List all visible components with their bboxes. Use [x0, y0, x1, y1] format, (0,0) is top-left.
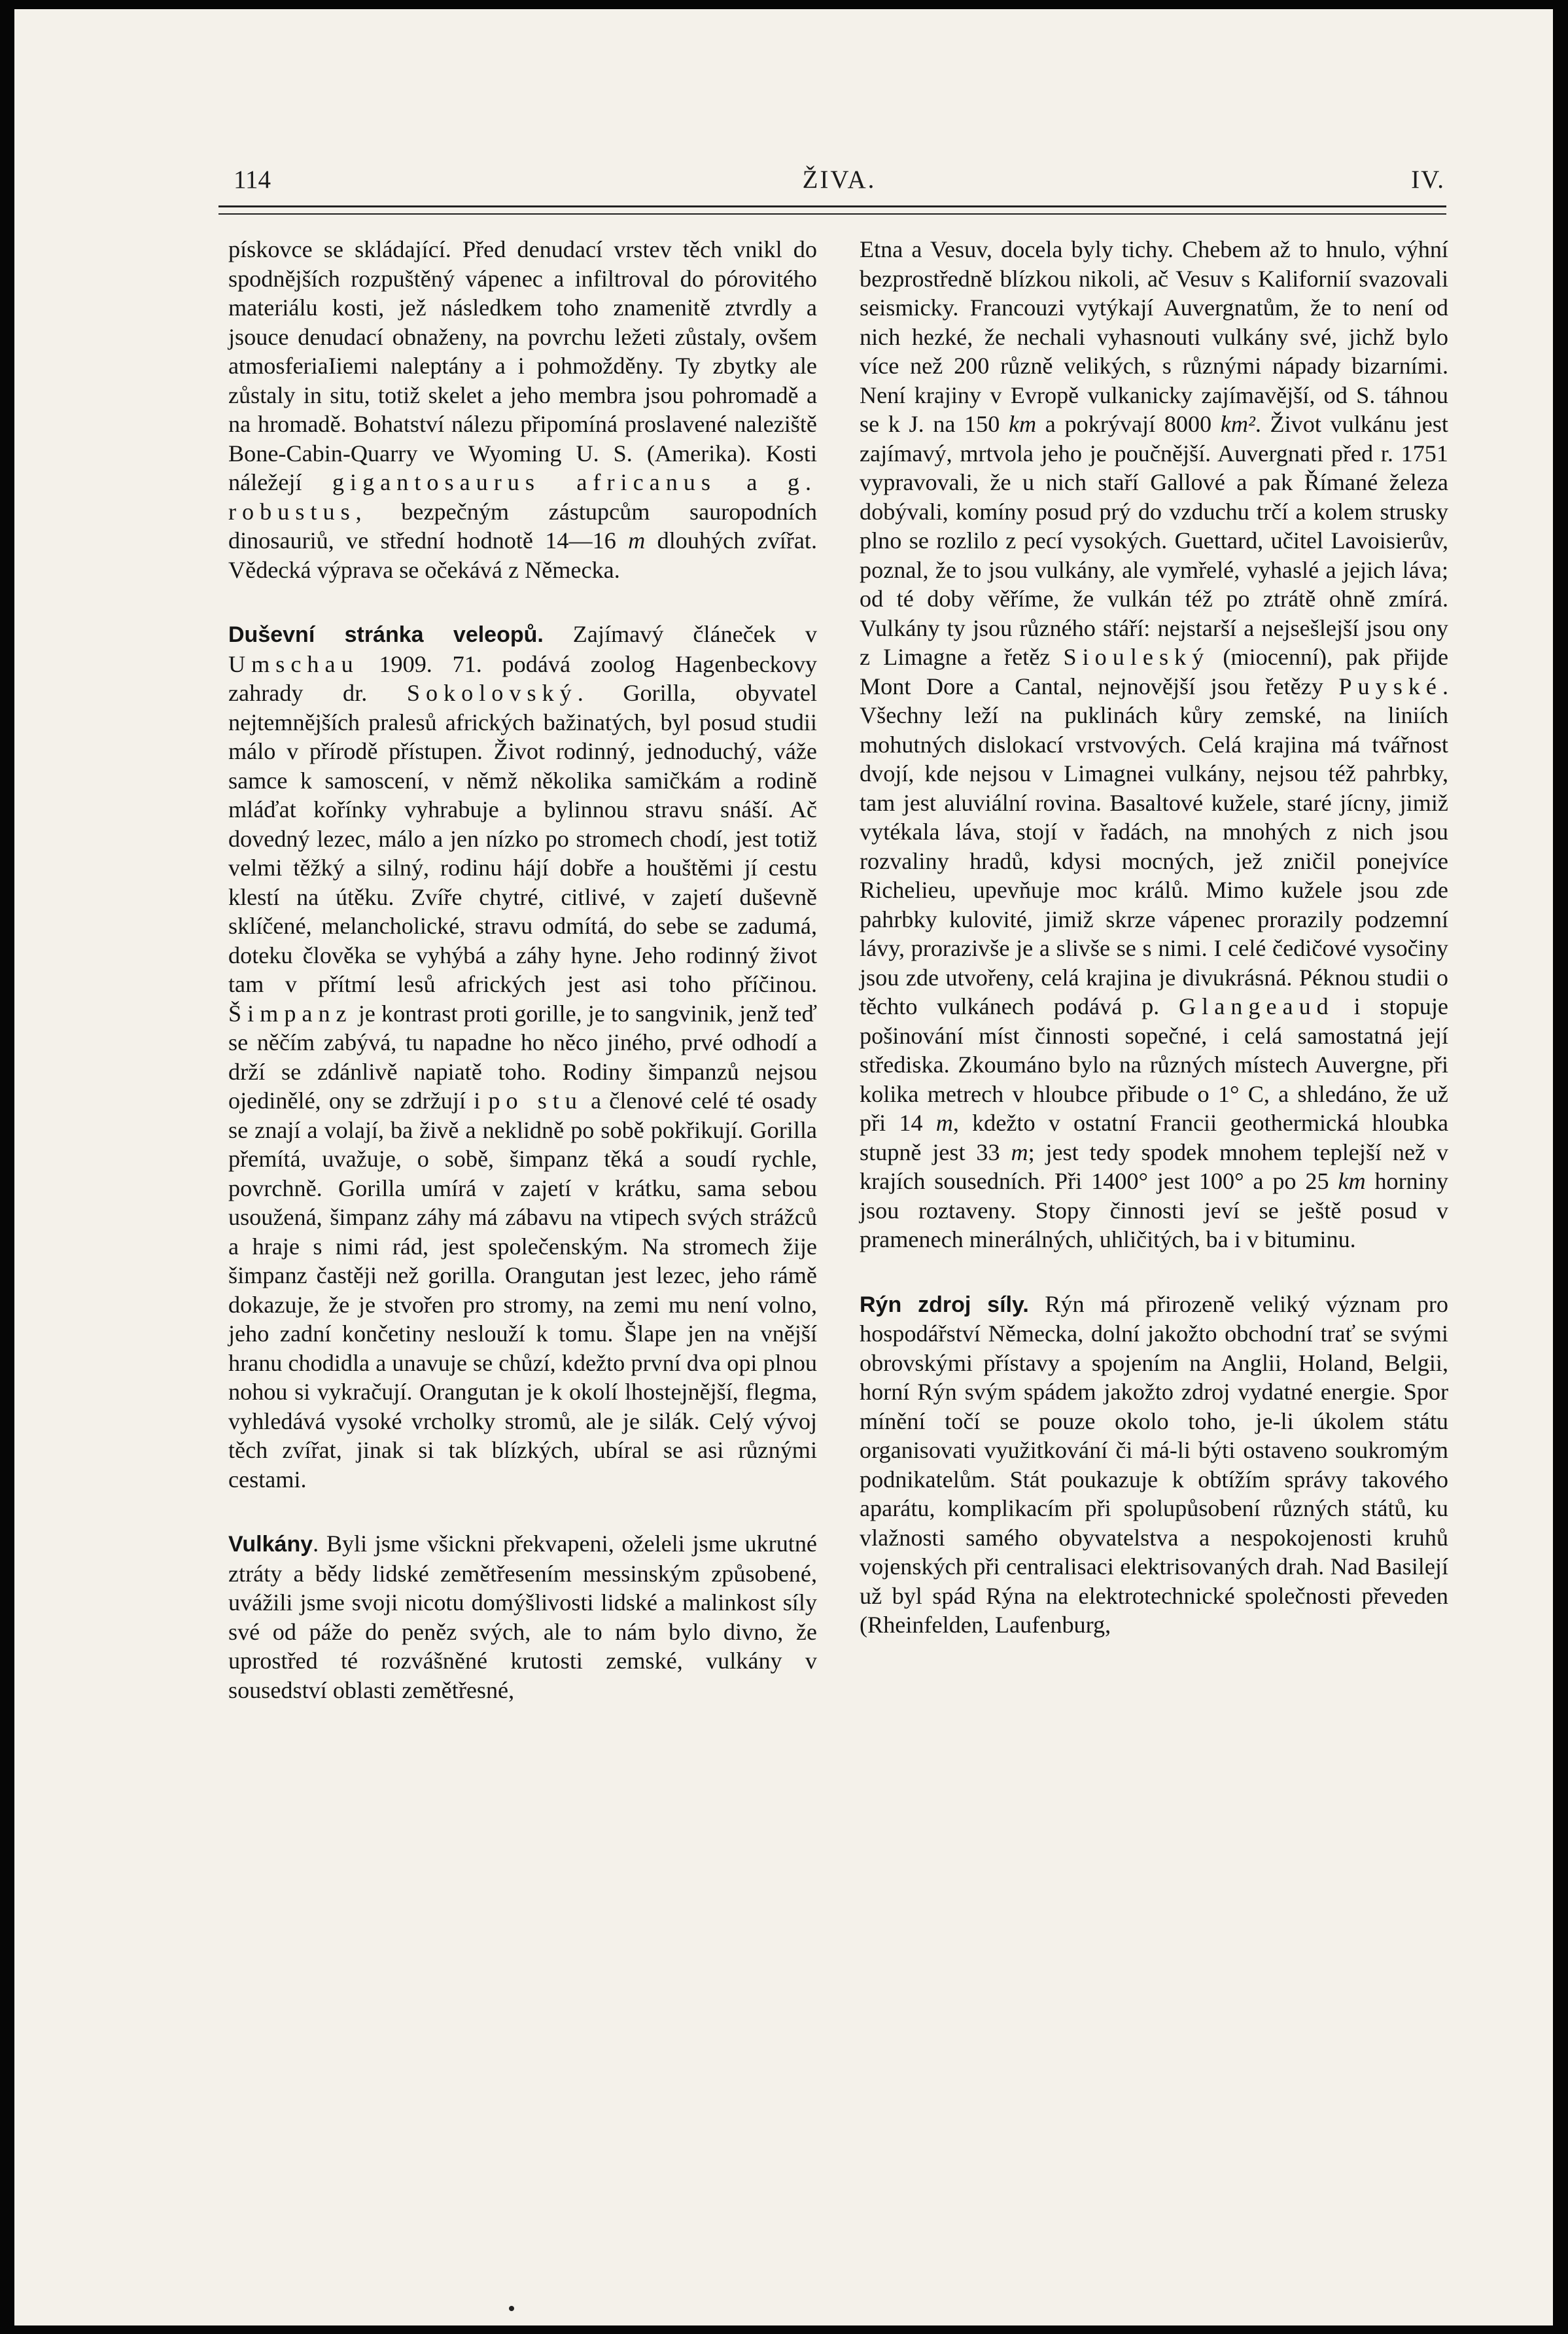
text-run: a členové celé té osady se znají a volají, ba živě a neklidně po sobě pokřikují. Gorilla přemítá, uvažuje, o sobě, šimpanz těká a soudí rychle, povrchně. Gorilla umírá v zajetí v krátku, sama sebou usoužená, šimpanz záhy má zábavu na vtipech svých strážců a hraje s nimi rád, jest společenským. Na stromech žije šimpanz častěji než gorilla. Orangutan jest lezec, jeho rámě dokazuje, že je stvořen pro stromy, na zemi mu není volno, jeho zadní končetiny neslouží k tomu. Šlape jen na vnější hranu chodidla a unavuje se chůzí, kdežto první dva opi plnou nohou si vykračují. Orangutan je k okolí lhostejnější, flegma, vyhledává vysoké vrcholky stromů, ale je silák. Celý vývoj těch zvířat, jinak si tak blízkých, ubíral se asi různými cestami. — [228, 1087, 818, 1493]
emphasis: Šimpanz — [228, 1000, 353, 1027]
paragraph-apes — [228, 620, 817, 1494]
text-run: . Život vulkánu jest zajímavý, mrtvola jeho je poučnější. Auvergnati před r. 1751 vypravovali, že u nich staří Gallové a pak Římané železa dobývali, komíny posud prý do vzduchu trčí a kolem strusky plno se rozlilo z pecí vysokých. Guettard, učitel Lavoisierův, poznal, že to jsou vulkány, ale vymřelé, vyhaslé a jejich láva; od té doby věříme, že vulkán též po ztrátě ohně zmírá. Vulkány ty jsou různého stáří: nejstarší a nejsešlejší jsou ony z Limagne a řetěz — [860, 411, 1448, 670]
section-heading-apes: Duševní stránka veleopů. — [228, 622, 544, 647]
author-name: Glangeaud — [1179, 993, 1334, 1019]
text-run: a — [746, 469, 758, 495]
header-rule — [218, 205, 1446, 215]
emphasis: po stu — [488, 1087, 583, 1114]
text-run: horniny jsou roztaveny. Stopy činnosti jeví se ještě posud v pramenech minerálných, uhličitých, ba i v bituminu. — [860, 1168, 1449, 1252]
text-run: pískovce se skládající. Před denudací vrstev těch vnikl do spodnějších rozpuštěný vápenec a infiltroval do pórovitého materiálu kosti, jež následkem toho znamenitě ztvrdly a jsouce denudací obnaženy, na povrchu ležeti zůstaly, ovšem atmosferiaIiemi naleptány a i pohmožděny. Ty zbytky ale zůstaly in situ, totiž skelet a jeho membra jsou pohromadě a na hromadě. Bohatství nálezu připomíná proslavené naleziště Bone-Cabin-Quarry ve Wyoming U. S. (Amerika). Kosti náležejí — [228, 236, 817, 495]
text-run: . Byli jsme všickni překvapeni, oželeli jsme ukrutné ztráty a bědy lidské zemětřesením messinským způsobené, uvážili jsme svoji nicotu domýšlivosti lidské a malinkost síly své od páže do peněz svých, ale to nám bylo divno, že uprostřed té rozvášněné krutosti zemské, vulkány v sousedství oblasti zemětřesné, — [228, 1530, 817, 1703]
scan-speck — [509, 2306, 514, 2311]
text-run: (miocenní), pak přijde Mont Dore a Cantal, nejnovější jsou řetězy — [860, 644, 1449, 699]
text-run: . Gorilla, obyvatel nejtemnějších pralesů afrických bažinatých, byl posud studii málo v přírodě přístupen. Život rodinný, jednoduchý, váže samce k samoscení, v němž několika samičkám a rodině mláďat kořínky vyhrabuje a bylinnou stravu snáší. Ač dovedný lezec, málo a jen nízko po stromech chodí, jest totiž velmi těžký a silný, rodinu hájí dobře a houštěmi jí cestu klestí na útěku. Zvíře chytré, citlivé, v zajetí duševně sklíčené, melancholické, stravu odmítá, do sebe se zadumá, doteku člověka se vyhýbá a záhy hyne. Jeho rodinný život tam v přítmí lesů afrických jest asi toho příčinou. — [228, 680, 818, 997]
text-run: 1909. 71. podává zoolog Hagenbeckovy zahrady dr. — [228, 650, 818, 706]
text-run: i stopuje pošinování míst činnosti sopečné, i celá samostatná její střediska. Zkoumáno bylo na různých místech Auvergne, při kolika metrech v hloubce přibude o 1° C, a shledáno, že už při 14 — [860, 993, 1448, 1136]
document-page — [14, 9, 1553, 2325]
paragraph-dinosaurs — [228, 235, 817, 584]
text-run: Etna a Vesuv, docela byly tichy. Chebem až to hnulo, výhní bezprostředně blízkou nikoli, ač Vesuv s Kalifornií svazovali seismicky. Francouzi vytýkají Auvergnatům, že to není od nich hezké, že nechali vyhasnouti vulkány své, jichž bylo více než 200 různě velikých, s různými nápady bizarními. Není krajiny v Evropě vulkanicky zajímavější, od S. táhnou se k J. na 150 — [860, 236, 1448, 437]
right-column — [860, 235, 1448, 1640]
left-column — [228, 235, 817, 1705]
source-name: Umschau — [228, 650, 359, 677]
unit: m — [935, 1110, 953, 1136]
unit: km² — [1220, 411, 1255, 437]
text-run: . Všechny leží na puklinách kůry zemské, na liniích mohutných dislokací vrstvových. Celá krajina má tvářnost dvojí, kde nejsou v Limagnei vulkány, nejsou též pahrbky, tam jest aluviální rovina. Basaltové kužele, staré jícny, jimiž vytékala láva, stojí v řadách, na mnohých z nich jsou rozvaliny hradů, kdysi mocných, jež zničil ponejvíce Richelieu, upevňuje moc králů. Mimo kužele jsou zde pahrbky kulovité, jimiž skrze vápenec prorazily podzemní lávy, prorazivše je a slivše se s nimi. I celé čedičové vysočiny jsou zde utvořeny, celá krajina je divukrásná. Péknou studii o těchto vulkánech podává p. — [860, 673, 1448, 1019]
volume-number: IV. — [1411, 166, 1445, 194]
journal-title: ŽIVA. — [802, 166, 877, 194]
text-run: , kdežto v ostatní Francii geothermická hloubka stupně jest 33 — [860, 1110, 1449, 1165]
section-heading-volcanoes: Vulkány — [228, 1532, 313, 1557]
author-name: Sokolovský — [406, 680, 578, 706]
paragraph-volcanoes-cont — [860, 235, 1448, 1254]
paragraph-rhine — [860, 1290, 1448, 1640]
emphasis: Siouleský — [1063, 644, 1210, 670]
unit: m — [1011, 1139, 1028, 1165]
text-run: a pokrývají 8000 — [1045, 411, 1212, 437]
emphasis: Puyské — [1338, 673, 1442, 699]
text-run: je kontrast proti gorille, je to sangvinik, jenž teď se něčím zabývá, tu napadne ho něco jiného, prvé odhodí a drží se zdánlivě napiatě toho. Rodiny šimpanzů nejsou ojedinělé, ony se zdržují i — [228, 1000, 817, 1114]
text-run: ; jest tedy spodek mnohem teplejší než v krajích sousedních. Při 1400° jest 100° a po 25 — [860, 1139, 1449, 1194]
text-run: dlouhých zvířat. Vědecká výprava se očekává z Německa. — [228, 527, 817, 583]
page-number: 114 — [234, 166, 271, 194]
species-name: gigantosaurus africanus — [332, 469, 716, 495]
paragraph-volcanoes — [228, 1529, 817, 1705]
unit: km — [1338, 1168, 1366, 1194]
text-run: Rýn má přirozeně veliký význam pro hospodářství Německa, dolní jakožto obchodní trať se svými obrovskými přístavy a spojením na Anglii, Holand, Belgii, horní Rýn svým spádem jakožto zdroj vydatné energie. Spor mínění točí se pouze okolo toho, je-li úkolem státu organisovati využitkování či má-li býti ostaveno soukromým podnikatelům. Stát poukazuje k obtížím správy takového aparátu, komplikacím při spolupůsobení různých států, ku vlažnosti samého obyvatelstva a nespokojenosti kruhů vojenských při centralisaci elektrisovaných drah. Nad Basilejí už byl spád Rýna na elektrotechnické společnosti převeden (Rheinfelden, Laufenburg, — [860, 1290, 1448, 1638]
running-header — [234, 165, 1445, 204]
text-run: Zajímavý článeček v — [572, 621, 817, 647]
text-run: , bezpečným zástupcům sauropodních dinosauriů, ve střední hodnotě 14—16 — [228, 498, 817, 554]
species-abbr: g. — [787, 469, 818, 495]
unit: km — [1008, 411, 1037, 437]
unit: m — [628, 527, 646, 554]
section-heading-rhine: Rýn zdroj síly. — [860, 1292, 1029, 1317]
species-name: robustus — [228, 498, 356, 525]
